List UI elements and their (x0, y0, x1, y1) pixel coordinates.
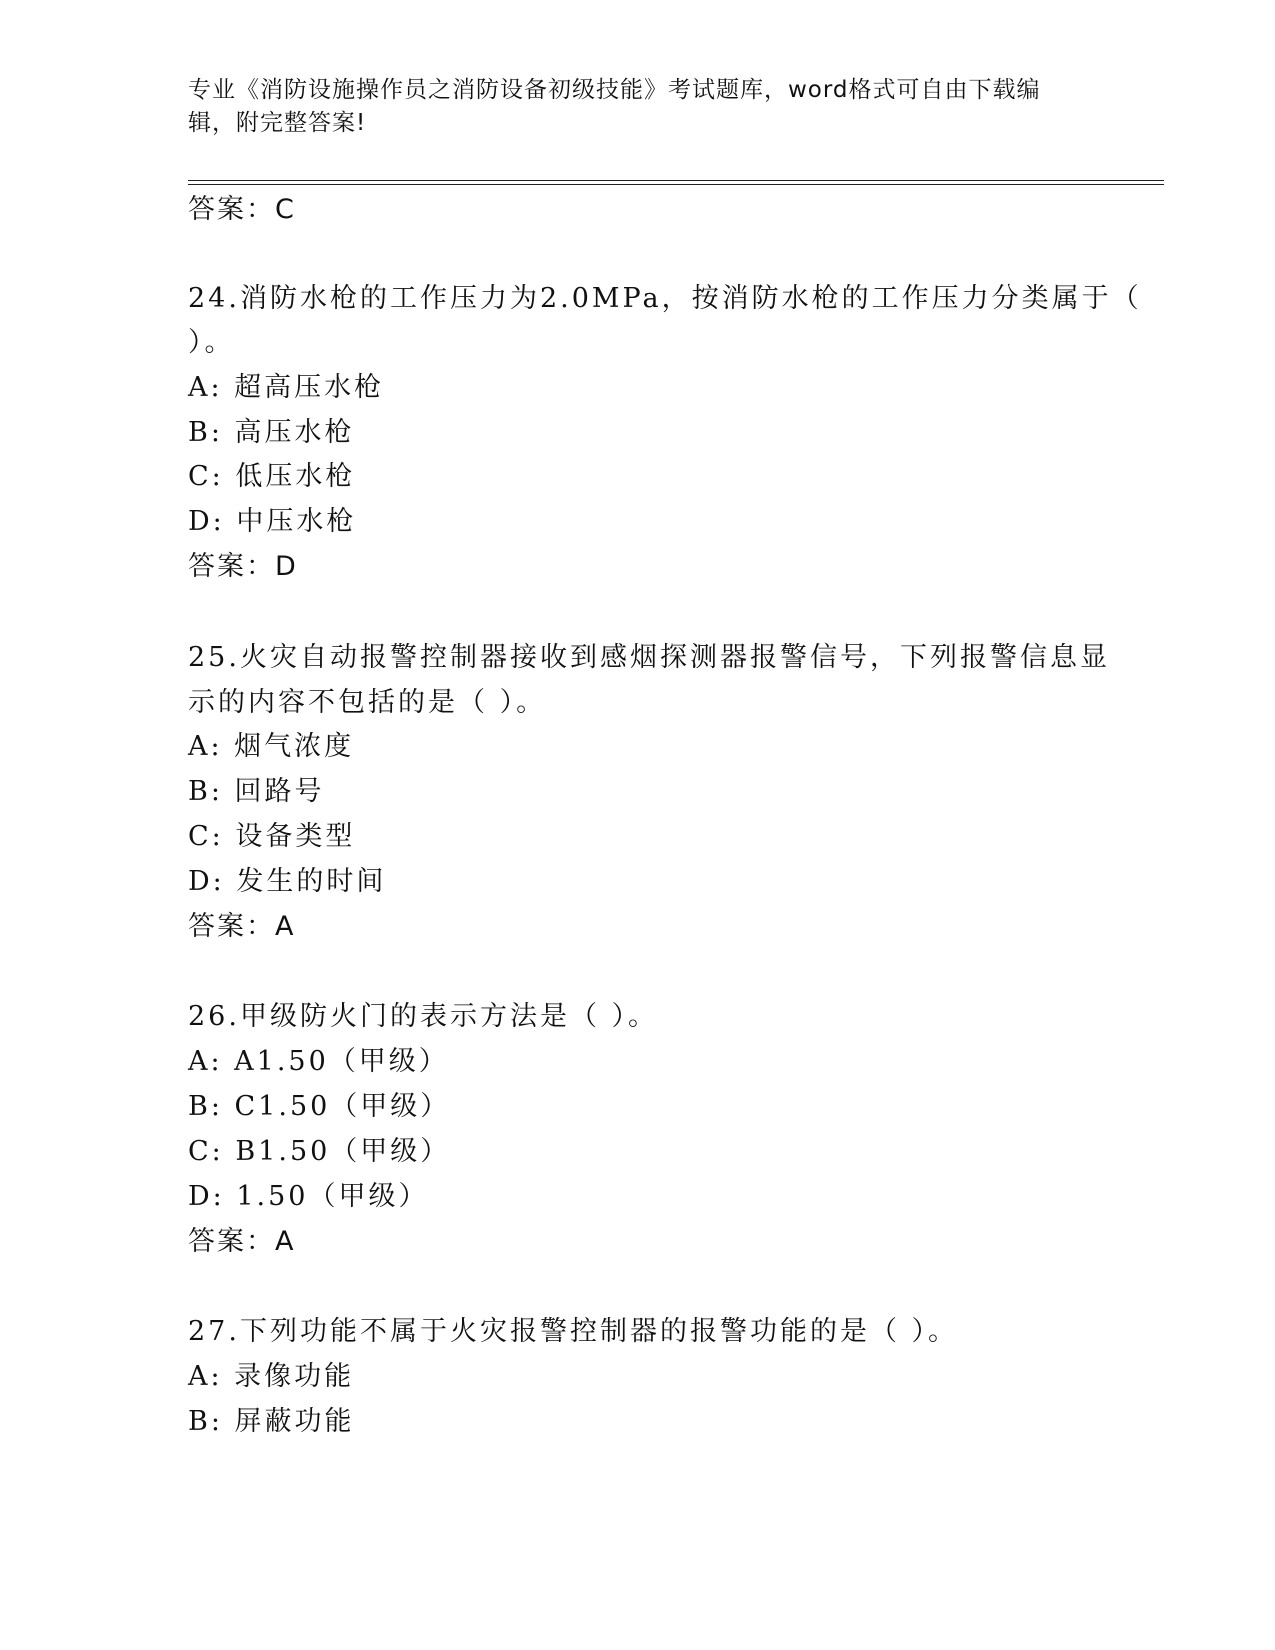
question-27-option-a: A: 录像功能 (188, 1361, 355, 1392)
question-26-option-d: D: 1.50（甲级） (188, 1181, 429, 1212)
question-25-stem-line-2: 示的内容不包括的是（ ）。 (188, 687, 547, 718)
question-24-option-d: D: 中压水枪 (188, 506, 357, 537)
question-25-option-c: C: 设备类型 (188, 821, 356, 852)
question-25-option-a: A: 烟气浓度 (188, 731, 355, 762)
question-24-stem-line-2: ）。 (188, 327, 235, 358)
question-24-option-a: A: 超高压水枪 (188, 372, 385, 403)
header-divider-bottom (188, 184, 1164, 185)
question-24-answer: 答案：D (188, 551, 298, 582)
question-25-answer: 答案：A (188, 911, 296, 942)
question-26-answer: 答案：A (188, 1226, 296, 1257)
question-24-option-b: B: 高压水枪 (188, 417, 355, 448)
header-line-1: 专业《消防设施操作员之消防设备初级技能》考试题库，word格式可自由下载编 (188, 77, 1041, 103)
question-25-stem-line-1: 25.火灾自动报警控制器接收到感烟探测器报警信号，下列报警信息显 (188, 642, 1110, 673)
question-26-stem: 26.甲级防火门的表示方法是（ ）。 (188, 1001, 659, 1032)
question-26-option-c: C: B1.50（甲级） (188, 1136, 451, 1167)
question-27-stem: 27.下列功能不属于火灾报警控制器的报警功能的是（ ）。 (188, 1316, 959, 1347)
document-header (188, 74, 1078, 140)
question-25-option-d: D: 发生的时间 (188, 866, 387, 897)
question-26-option-b: B: C1.50（甲级） (188, 1091, 451, 1122)
header-line-2: 辑，附完整答案! (188, 110, 367, 136)
question-24-stem-line-1: 24.消防水枪的工作压力为2.0MPa，按消防水枪的工作压力分类属于（ (188, 283, 1142, 314)
answer-line: 答案：C (188, 194, 296, 225)
question-24-option-c: C: 低压水枪 (188, 461, 356, 492)
question-25-option-b: B: 回路号 (188, 776, 325, 807)
question-26-option-a: A: A1.50（甲级） (188, 1046, 449, 1077)
question-27-option-b: B: 屏蔽功能 (188, 1406, 355, 1437)
header-divider-top (188, 180, 1164, 181)
